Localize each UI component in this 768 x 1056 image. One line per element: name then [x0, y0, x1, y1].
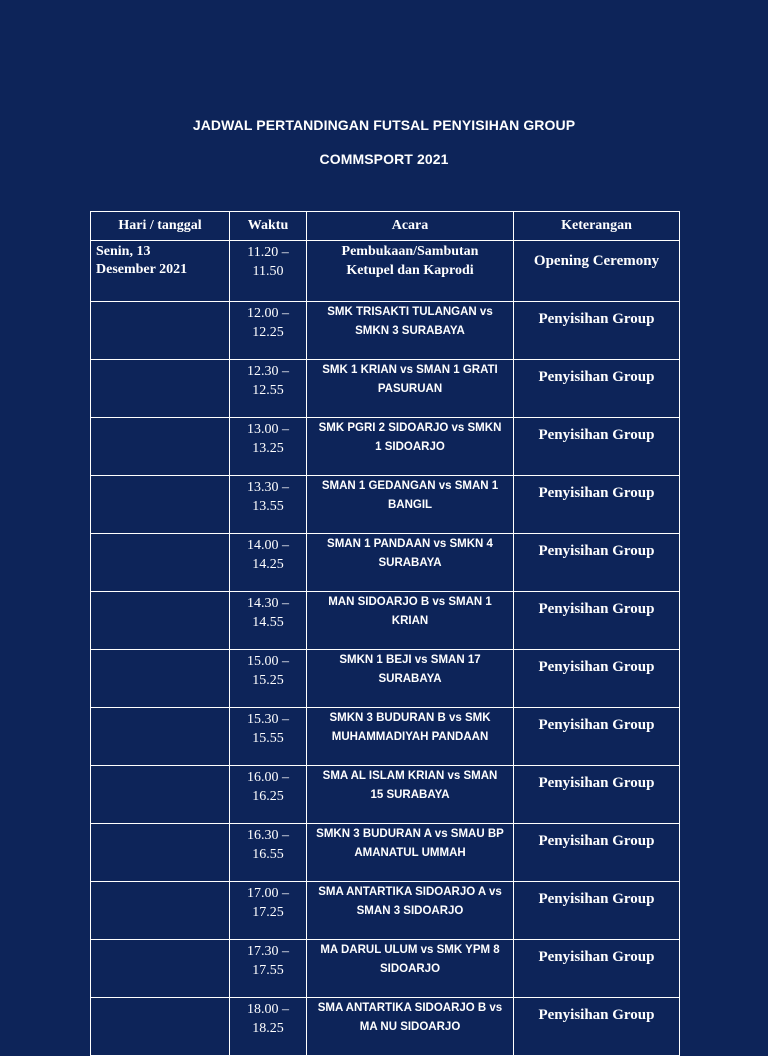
time-line: 12.25 — [252, 325, 284, 340]
time-line: 15.55 — [252, 731, 284, 746]
cell-note: Penyisihan Group — [514, 882, 680, 940]
event-line: BANGIL — [387, 499, 433, 511]
event-line: SMA AL ISLAM KRIAN vs SMAN — [322, 770, 498, 782]
cell-time — [230, 998, 307, 1056]
event-line: Ketupel dan Kaprodi — [346, 263, 474, 278]
cell-event — [307, 940, 514, 998]
event-line: AMANATUL UMMAH — [354, 847, 466, 859]
cell-event — [307, 998, 514, 1056]
header-hari-tanggal: Hari / tanggal — [91, 212, 230, 241]
time-line: 13.25 — [252, 441, 284, 456]
event-line: SMAN 1 PANDAAN vs SMKN 4 — [327, 538, 493, 550]
schedule-table — [90, 211, 680, 1056]
time-line: 12.55 — [252, 383, 284, 398]
cell-event — [307, 708, 514, 766]
event-line: PASURUAN — [377, 383, 443, 395]
document-title: JADWAL PERTANDINGAN FUTSAL PENYISIHAN GROUP — [192, 117, 576, 133]
cell-day — [91, 360, 230, 418]
time-line: 14.55 — [252, 615, 284, 630]
time-line: 17.25 — [252, 905, 284, 920]
cell-note: Penyisihan Group — [514, 476, 680, 534]
cell-day — [91, 882, 230, 940]
event-line: MA DARUL ULUM vs SMK YPM 8 — [320, 944, 500, 956]
cell-note: Penyisihan Group — [514, 592, 680, 650]
cell-event — [307, 476, 514, 534]
cell-time — [230, 824, 307, 882]
cell-note: Penyisihan Group — [514, 650, 680, 708]
event-line: MAN SIDOARJO B vs SMAN 1 — [328, 596, 492, 608]
table-row — [91, 940, 680, 998]
time-line: 17.30 – — [247, 944, 289, 959]
schedule-table-body — [91, 212, 680, 1056]
table-row — [91, 476, 680, 534]
document-subtitle: COMMSPORT 2021 — [319, 151, 449, 167]
cell-day — [91, 650, 230, 708]
cell-time — [230, 241, 307, 302]
cell-event — [307, 766, 514, 824]
header-waktu: Waktu — [230, 212, 307, 241]
cell-time — [230, 882, 307, 940]
table-row — [91, 824, 680, 882]
table-row — [91, 360, 680, 418]
cell-event — [307, 418, 514, 476]
cell-time — [230, 360, 307, 418]
cell-note: Penyisihan Group — [514, 766, 680, 824]
cell-day — [91, 766, 230, 824]
cell-time — [230, 418, 307, 476]
day-line: Senin, 13 — [96, 244, 151, 259]
cell-day — [91, 418, 230, 476]
cell-note: Penyisihan Group — [514, 998, 680, 1056]
cell-time — [230, 650, 307, 708]
cell-event — [307, 882, 514, 940]
event-line: SMK PGRI 2 SIDOARJO vs SMKN — [318, 422, 502, 434]
cell-day — [91, 824, 230, 882]
cell-note: Penyisihan Group — [514, 302, 680, 360]
cell-note: Penyisihan Group — [514, 708, 680, 766]
cell-time — [230, 940, 307, 998]
cell-time — [230, 534, 307, 592]
table-row — [91, 592, 680, 650]
time-line: 16.30 – — [247, 828, 289, 843]
time-line: 11.20 – — [247, 245, 289, 260]
event-line: Pembukaan/Sambutan — [341, 244, 479, 259]
event-line: SMKN 3 SURABAYA — [355, 325, 465, 337]
cell-time — [230, 592, 307, 650]
time-line: 16.00 – — [247, 770, 289, 785]
time-line: 14.30 – — [247, 596, 289, 611]
event-line: 1 SIDOARJO — [375, 441, 445, 453]
event-line: SMKN 3 BUDURAN A vs SMAU BP — [316, 828, 504, 840]
event-line: SMK 1 KRIAN vs SMAN 1 GRATI — [322, 364, 498, 376]
time-line: 14.00 – — [247, 538, 289, 553]
event-line: SURABAYA — [378, 557, 442, 569]
event-line: SMKN 3 BUDURAN B vs SMK — [329, 712, 491, 724]
time-line: 15.25 — [252, 673, 284, 688]
table-header-row — [91, 212, 680, 241]
event-line: SMKN 1 BEJI vs SMAN 17 — [339, 654, 481, 666]
event-line: MUHAMMADIYAH PANDAAN — [331, 731, 489, 743]
event-line: SMA ANTARTIKA SIDOARJO B vs — [317, 1002, 503, 1014]
time-line: 12.00 – — [247, 306, 289, 321]
time-line: 16.25 — [252, 789, 284, 804]
cell-event — [307, 650, 514, 708]
cell-day — [91, 476, 230, 534]
cell-time — [230, 302, 307, 360]
cell-day — [91, 940, 230, 998]
event-line: 15 SURABAYA — [370, 789, 450, 801]
table-row — [91, 650, 680, 708]
time-line: 17.00 – — [247, 886, 289, 901]
cell-note: Opening Ceremony — [514, 241, 680, 302]
table-row — [91, 766, 680, 824]
time-line: 13.00 – — [247, 422, 289, 437]
cell-event — [307, 360, 514, 418]
event-line: SMAN 1 GEDANGAN vs SMAN 1 — [321, 480, 499, 492]
cell-time — [230, 476, 307, 534]
time-line: 12.30 – — [247, 364, 289, 379]
cell-day — [91, 241, 230, 302]
event-line: SMAN 3 SIDOARJO — [356, 905, 464, 917]
cell-event — [307, 241, 514, 302]
time-line: 15.30 – — [247, 712, 289, 727]
table-row — [91, 882, 680, 940]
table-row — [91, 534, 680, 592]
time-line: 14.25 — [252, 557, 284, 572]
time-line: 18.00 – — [247, 1002, 289, 1017]
event-line: SIDOARJO — [379, 963, 441, 975]
event-line: MA NU SIDOARJO — [359, 1021, 461, 1033]
time-line: 13.30 – — [247, 480, 289, 495]
cell-day — [91, 592, 230, 650]
cell-note: Penyisihan Group — [514, 824, 680, 882]
header-acara: Acara — [307, 212, 514, 241]
time-line: 15.00 – — [247, 654, 289, 669]
cell-event — [307, 302, 514, 360]
cell-event — [307, 824, 514, 882]
table-row — [91, 998, 680, 1056]
time-line: 13.55 — [252, 499, 284, 514]
cell-day — [91, 302, 230, 360]
cell-day — [91, 708, 230, 766]
cell-note: Penyisihan Group — [514, 418, 680, 476]
cell-day — [91, 998, 230, 1056]
event-line: SURABAYA — [378, 673, 442, 685]
cell-note: Penyisihan Group — [514, 940, 680, 998]
cell-note: Penyisihan Group — [514, 534, 680, 592]
event-line: SMA ANTARTIKA SIDOARJO A vs — [318, 886, 502, 898]
cell-event — [307, 592, 514, 650]
time-line: 18.25 — [252, 1021, 284, 1036]
table-row — [91, 302, 680, 360]
event-line: SMK TRISAKTI TULANGAN vs — [327, 306, 493, 318]
day-line: Desember 2021 — [96, 262, 188, 277]
time-line: 17.55 — [252, 963, 284, 978]
cell-time — [230, 766, 307, 824]
header-keterangan: Keterangan — [514, 212, 680, 241]
cell-event — [307, 534, 514, 592]
table-row — [91, 708, 680, 766]
cell-day — [91, 534, 230, 592]
time-line: 11.50 — [252, 264, 284, 279]
cell-note: Penyisihan Group — [514, 360, 680, 418]
event-line: KRIAN — [391, 615, 429, 627]
cell-time — [230, 708, 307, 766]
time-line: 16.55 — [252, 847, 284, 862]
table-row — [91, 241, 680, 302]
table-row — [91, 418, 680, 476]
